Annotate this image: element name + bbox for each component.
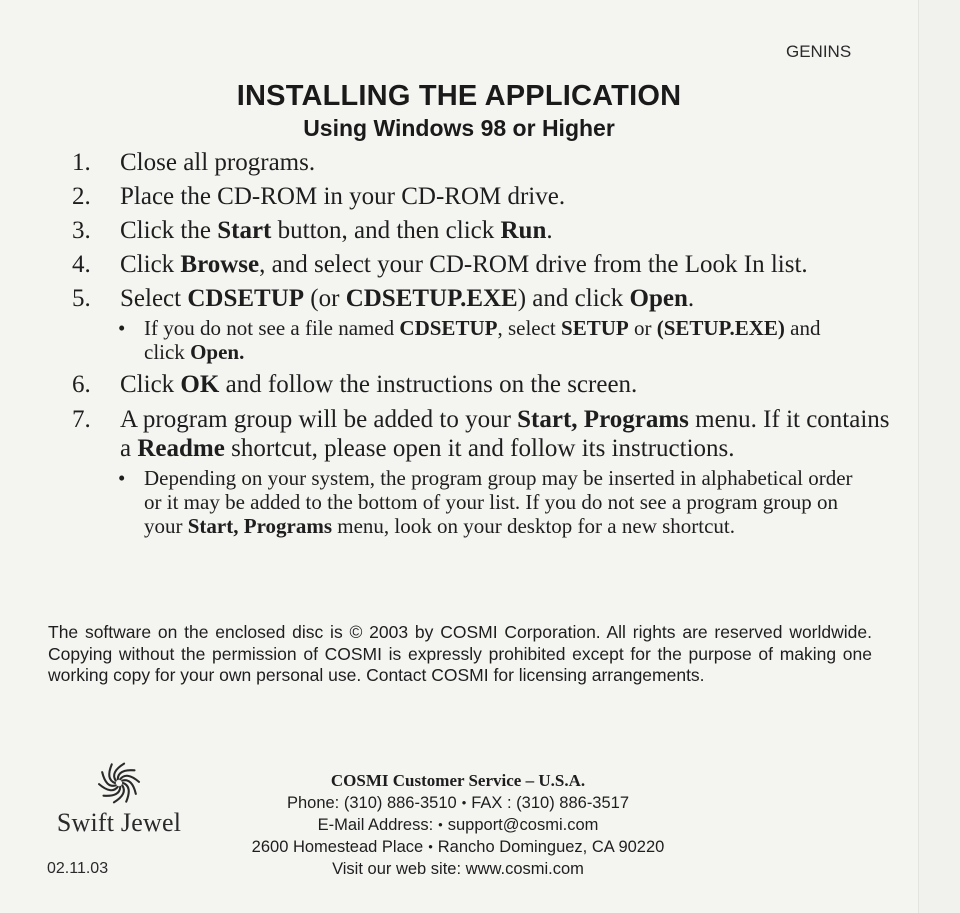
step-emphasis: Run <box>500 217 547 244</box>
email-line <box>208 814 708 836</box>
step-emphasis: Start, Programs <box>517 406 689 433</box>
step-number: 7. <box>72 406 91 433</box>
note-text-run: menu, look on your desktop for a new shortcut. <box>332 514 736 538</box>
step-text <box>120 180 900 214</box>
note-text-run: Depending on your system, the program group may be inserted in alphabetical order or it may be added to the bottom of your list. If you do not see a program group on your <box>144 466 853 538</box>
step-text-run: Click <box>120 251 181 278</box>
website-line[interactable]: Visit our web site: www.cosmi.com <box>332 860 584 878</box>
separator-dot: • <box>438 817 443 832</box>
brand-name: Swift Jewel <box>56 808 182 837</box>
step-text-run: Select <box>120 285 188 312</box>
step-item <box>0 146 900 180</box>
step-emphasis: CDSETUP.EXE <box>345 285 518 312</box>
step-emphasis: Readme <box>137 435 225 462</box>
step-number: 5. <box>72 285 91 312</box>
step-item <box>0 214 900 248</box>
step-item <box>0 368 900 402</box>
step-text <box>120 214 900 248</box>
note-emphasis: SETUP <box>561 316 629 340</box>
step-number: 1. <box>72 149 91 176</box>
step-text-run: , and select your CD-ROM drive from the Look In list. <box>259 251 808 278</box>
step-text-run: and follow the instructions on the screen. <box>219 371 638 398</box>
step-note <box>0 466 900 538</box>
step-emphasis: CDSETUP <box>187 285 305 312</box>
separator-dot: • <box>428 839 433 854</box>
brand-logo <box>44 760 194 838</box>
step-number: 4. <box>72 251 91 278</box>
note-text-run: , select <box>497 316 562 340</box>
city-address: Rancho Dominguez, CA 90220 <box>437 838 665 856</box>
step-number: 2. <box>72 183 91 210</box>
step-item <box>0 405 900 463</box>
installation-steps <box>0 146 900 538</box>
step-text <box>120 282 900 316</box>
address-line <box>208 836 708 858</box>
note-emphasis: (SETUP.EXE) <box>656 316 785 340</box>
step-text <box>120 368 900 402</box>
swirl-logo-icon <box>96 760 142 806</box>
step-text-run: shortcut, please open it and follow its instructions. <box>224 435 735 462</box>
step-text-run: Click <box>120 371 181 398</box>
step-text-run: . <box>546 217 553 244</box>
step-text-run: (or <box>304 285 346 312</box>
step-item <box>0 180 900 214</box>
step-text <box>120 248 900 282</box>
note-text-run: If you do not see a file named <box>144 316 400 340</box>
step-text-run: . <box>687 285 695 312</box>
step-text-run: A program group will be added to your <box>120 406 518 433</box>
email-label: E-Mail Address: <box>317 816 434 834</box>
bullet-marker: • <box>118 316 126 340</box>
step-text-run: Close all programs. <box>120 149 316 176</box>
step-text <box>120 405 900 463</box>
note-emphasis: CDSETUP <box>399 316 498 340</box>
step-number: 6. <box>72 371 91 398</box>
step-text-run: Place the CD-ROM in your CD-ROM drive. <box>120 183 566 210</box>
page-subtitle: Using Windows 98 or Higher <box>303 115 615 141</box>
step-text <box>120 146 900 180</box>
step-text-run: menu. If it contains a <box>120 406 890 462</box>
step-emphasis: Open <box>629 285 688 312</box>
step-emphasis: Browse <box>180 251 260 278</box>
street-address: 2600 Homestead Place <box>251 838 424 856</box>
step-note <box>0 316 900 364</box>
step-text-run: ) and click <box>517 285 630 312</box>
note-emphasis: Open. <box>190 340 245 364</box>
page-title: INSTALLING THE APPLICATION <box>236 80 682 112</box>
fax-number: FAX : (310) 886-3517 <box>471 794 630 812</box>
version-code: 02.11.03 <box>47 860 109 877</box>
step-item <box>0 248 900 282</box>
step-text-run: button, and then click <box>271 217 501 244</box>
phone-number: Phone: (310) 886-3510 <box>286 794 457 812</box>
step-number: 3. <box>72 217 91 244</box>
note-text-run: and click <box>144 316 821 364</box>
customer-service-block <box>208 770 708 880</box>
step-item <box>0 282 900 316</box>
email-address[interactable]: support@cosmi.com <box>447 816 599 834</box>
step-text-run: Click the <box>120 217 218 244</box>
phone-fax-line <box>208 792 708 814</box>
document-code: GENINS <box>786 42 852 61</box>
note-text-run: or <box>628 316 657 340</box>
contact-heading: COSMI Customer Service – U.S.A. <box>330 771 586 790</box>
step-emphasis: Start <box>217 217 272 244</box>
bullet-marker: • <box>118 466 126 490</box>
separator-dot: • <box>461 795 467 810</box>
step-emphasis: OK <box>180 371 220 398</box>
note-emphasis: Start, Programs <box>187 514 332 538</box>
copyright-notice: The software on the enclosed disc is © 2003 by COSMI Corporation. All rights are reserved worldwide. Copying without the permission of COSMI is expressly prohibited except for the purpose of making one working copy for your own personal use. Contact COSMI for licensing arrangements. <box>48 622 872 685</box>
